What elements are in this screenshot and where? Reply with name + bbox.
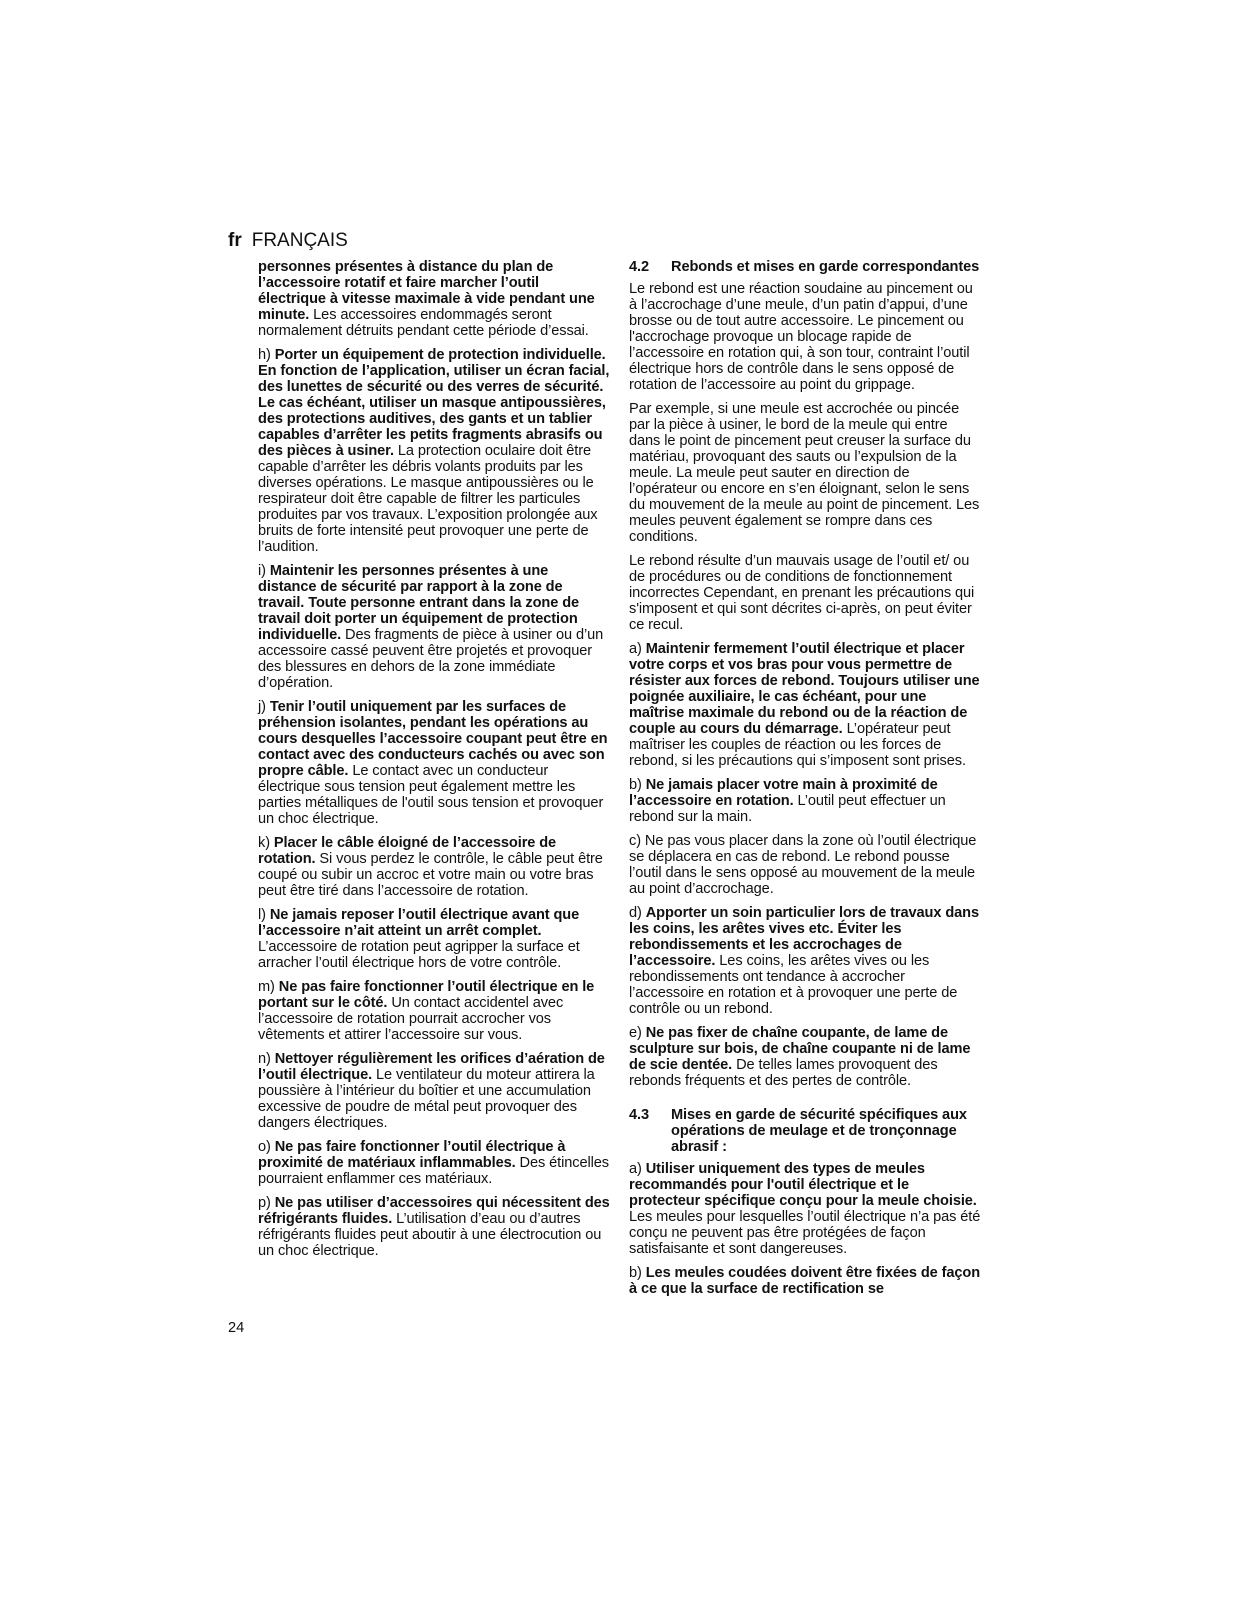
paragraph-bold-text: personnes présentes à distance du plan de l’accessoire rotatif et faire marcher l’outil électrique à vitesse maximale à vide pendant une minute. — [258, 259, 595, 323]
paragraph-text: Les coins, les arêtes vives ou les rebondissements ont tendance à accrocher l’accessoire en rotation et à provoquer une perte de contrôle ou un rebond. — [629, 953, 958, 1017]
paragraph-bold-text: Utiliser uniquement des types de meules recommandés pour l'outil électrique et le protecteur spécifique conçu pour la meule choisie. — [629, 1161, 977, 1209]
paragraph — [629, 281, 981, 393]
paragraph-text: Le rebond est une réaction soudaine au pincement ou à l’accrochage d’une meule, d’un patin d’appui, d’une brosse ou de tout autre accessoire. Le pincement ou l'accrochage provoque un blocage rapide de l’accessoire en rotation qui, à son tour, contraint l’outil électrique hors de contrôle dans le sens opposé de rotation de l’accessoire au point du grippage. — [629, 281, 973, 393]
item-letter: o) — [258, 1139, 275, 1155]
section-heading-4-2 — [629, 259, 981, 275]
paragraph-bold-text: Ne pas utiliser d’accessoires qui nécessitent des réfrigérants fluides. — [258, 1195, 610, 1227]
page-header — [228, 230, 348, 252]
paragraph-bold-text: Maintenir les personnes présentes à une distance de sécurité par rapport à la zone de travail. Toute personne entrant dans la zone de travail doit porter un équipement de protection individuelle. — [258, 563, 580, 643]
paragraph — [258, 979, 610, 1043]
item-letter: p) — [258, 1195, 275, 1211]
language-code: fr — [228, 230, 242, 251]
item-letter: d) — [629, 905, 646, 921]
paragraph-text: Les accessoires endommagés seront normalement détruits pendant cette période d’essai. — [258, 307, 589, 339]
page-number: 24 — [228, 1320, 245, 1336]
paragraph — [258, 699, 610, 827]
paragraph-text: Si vous perdez le contrôle, le câble peut être coupé ou subir un accroc et votre main ou votre bras peut être tiré dans l’accessoire de rotation. — [258, 851, 603, 899]
item-letter: m) — [258, 979, 279, 995]
paragraph-text: Par exemple, si une meule est accrochée ou pincée par la pièce à usiner, le bord de la meule qui entre dans le point de pincement peut creuser la surface du matériau, provoquant des sauts ou l’expulsion de la meule. La meule peut sauter en direction de l’opérateur ou encore en s’en éloignant, selon le sens du mouvement de la meule au point de pincement. Les meules peuvent également se rompre dans ces conditions. — [629, 401, 980, 545]
item-letter: n) — [258, 1051, 275, 1067]
paragraph-bold-text: Maintenir fermement l’outil électrique et placer votre corps et vos bras pour vous permettre de résister aux forces de rebond. Toujours utiliser une poignée auxiliaire, le cas échéant, pour une maîtrise maximale du rebond ou de la réaction de couple au cours du démarrage. — [629, 641, 980, 737]
item-letter: h) — [258, 347, 275, 363]
item-letter: b) — [629, 777, 646, 793]
paragraph-text: Un contact accidentel avec l’accessoire de rotation pourrait accrocher vos vêtements et attirer l’accessoire sur vous. — [258, 995, 564, 1043]
paragraph-bold-text: Ne jamais placer votre main à proximité de l’accessoire en rotation. — [629, 777, 938, 809]
item-letter: j) — [258, 699, 270, 715]
paragraph — [629, 641, 981, 769]
right-column — [629, 259, 981, 1305]
paragraph-text: Des fragments de pièce à usiner ou d’un accessoire cassé peuvent être projetés et provoquer des blessures en dehors de la zone immédiate d’opération. — [258, 627, 604, 691]
paragraph-text: Les meules pour lesquelles l’outil électrique n’a pas été conçu ne peuvent pas être protégées de façon satisfaisante et sont dangereuses. — [629, 1209, 981, 1257]
item-letter: l) — [258, 907, 270, 923]
section-body-4-3 — [629, 1161, 981, 1297]
section-number: 4.3 — [629, 1107, 649, 1123]
paragraph — [258, 835, 610, 899]
section-body-4-2 — [629, 281, 981, 1089]
paragraph — [629, 833, 981, 897]
paragraph — [629, 777, 981, 825]
item-letter: b) — [629, 1265, 646, 1281]
paragraph — [258, 1195, 610, 1259]
item-letter: i) — [258, 563, 270, 579]
paragraph-bold-text: Apporter un soin particulier lors de travaux dans les coins, les arêtes vives etc. Éviter les rebondissements et les accrochages de l’accessoire. — [629, 905, 979, 969]
paragraph-text: Ne pas vous placer dans la zone où l’outil électrique se déplacera en cas de rebond. Le rebond pousse l’outil dans le sens opposé au mouvement de la meule au point d’accrochage. — [629, 833, 977, 897]
paragraph — [629, 905, 981, 1017]
section-title: Mises en garde de sécurité spécifiques aux opérations de meulage et de tronçonnage abrasif : — [671, 1107, 967, 1155]
paragraph-text: De telles lames provoquent des rebonds fréquents et des pertes de contrôle. — [629, 1057, 938, 1089]
section-title: Rebonds et mises en garde correspondantes — [671, 259, 980, 275]
paragraph-bold-text: Ne pas faire fonctionner l’outil électrique à proximité de matériaux inflammables. — [258, 1139, 566, 1171]
paragraph — [258, 907, 610, 971]
paragraph-text: L’accessoire de rotation peut agripper la surface et arracher l’outil électrique hors de votre contrôle. — [258, 939, 580, 971]
paragraph-bold-text: Porter un équipement de protection individuelle. En fonction de l’application, utiliser un écran facial, des lunettes de sécurité ou des verres de sécurité. Le cas échéant, utiliser un masque antipoussières, des protections auditives, des gants et un tablier capables d’arrêter les petits fragments abrasifs ou des pièces à usiner. — [258, 347, 610, 459]
paragraph — [258, 1139, 610, 1187]
paragraph — [629, 1265, 981, 1297]
language-name: FRANÇAIS — [251, 230, 348, 251]
item-letter: c) — [629, 833, 645, 849]
section-heading-4-3 — [629, 1107, 981, 1155]
item-letter: a) — [629, 641, 646, 657]
paragraph — [258, 259, 610, 339]
paragraph-text: L’opérateur peut maîtriser les couples de réaction ou les forces de rebond, si les précautions qui s’imposent sont prises. — [629, 721, 966, 769]
section-number: 4.2 — [629, 259, 649, 275]
paragraph-bold-text: Tenir l’outil uniquement par les surfaces de préhension isolantes, pendant les opérations au cours desquelles l’accessoire coupant peut être en contact avec des conducteurs cachés ou avec son propre câble. — [258, 699, 608, 779]
paragraph-text: L’utilisation d’eau ou d’autres réfrigérants fluides peut aboutir à une électrocution ou un choc électrique. — [258, 1211, 602, 1259]
paragraph-bold-text: Nettoyer régulièrement les orifices d’aération de l’outil électrique. — [258, 1051, 605, 1083]
item-letter: e) — [629, 1025, 646, 1041]
left-column — [258, 259, 610, 1267]
paragraph — [629, 1025, 981, 1089]
paragraph-bold-text: Ne pas faire fonctionner l’outil électrique en le portant sur le côté. — [258, 979, 595, 1011]
paragraph-text: Le contact avec un conducteur électrique sous tension peut également mettre les parties métalliques de l'outil sous tension et provoquer un choc électrique. — [258, 763, 604, 827]
paragraph-text: La protection oculaire doit être capable d’arrêter les débris volants produits par les diverses opérations. Le masque antipoussières ou le respirateur doit être capable de filtrer les particules produites par vos travaux. L’exposition prolongée aux bruits de forte intensité peut provoquer une perte de l’audition. — [258, 443, 598, 555]
paragraph — [258, 347, 610, 555]
paragraph — [629, 553, 981, 633]
paragraph-bold-text: Ne jamais reposer l’outil électrique avant que l’accessoire n’ait atteint un arrêt complet. — [258, 907, 580, 939]
paragraph — [629, 401, 981, 545]
paragraph-bold-text: Les meules coudées doivent être fixées de façon à ce que la surface de rectification se — [629, 1265, 981, 1297]
paragraph — [629, 1161, 981, 1257]
item-letter: a) — [629, 1161, 646, 1177]
paragraph-bold-text: Ne pas fixer de chaîne coupante, de lame de sculpture sur bois, de chaîne coupante ni de lame de scie dentée. — [629, 1025, 971, 1073]
paragraph-text: Des étincelles pourraient enflammer ces matériaux. — [258, 1155, 609, 1187]
paragraph — [258, 563, 610, 691]
paragraph — [258, 1051, 610, 1131]
paragraph-text: L’outil peut effectuer un rebond sur la main. — [629, 793, 946, 825]
item-letter: k) — [258, 835, 274, 851]
paragraph-text: Le ventilateur du moteur attirera la poussière à l’intérieur du boîtier et une accumulation excessive de poudre de métal peut provoquer des dangers électriques. — [258, 1067, 595, 1131]
paragraph-text: Le rebond résulte d’un mauvais usage de l’outil et/ ou de procédures ou de conditions de fonctionnement incorrectes Cependant, en prenant les précautions qui s'imposent et qui sont décrites ci-après, on peut éviter ce recul. — [629, 553, 975, 633]
paragraph-bold-text: Placer le câble éloigné de l’accessoire de rotation. — [258, 835, 557, 867]
